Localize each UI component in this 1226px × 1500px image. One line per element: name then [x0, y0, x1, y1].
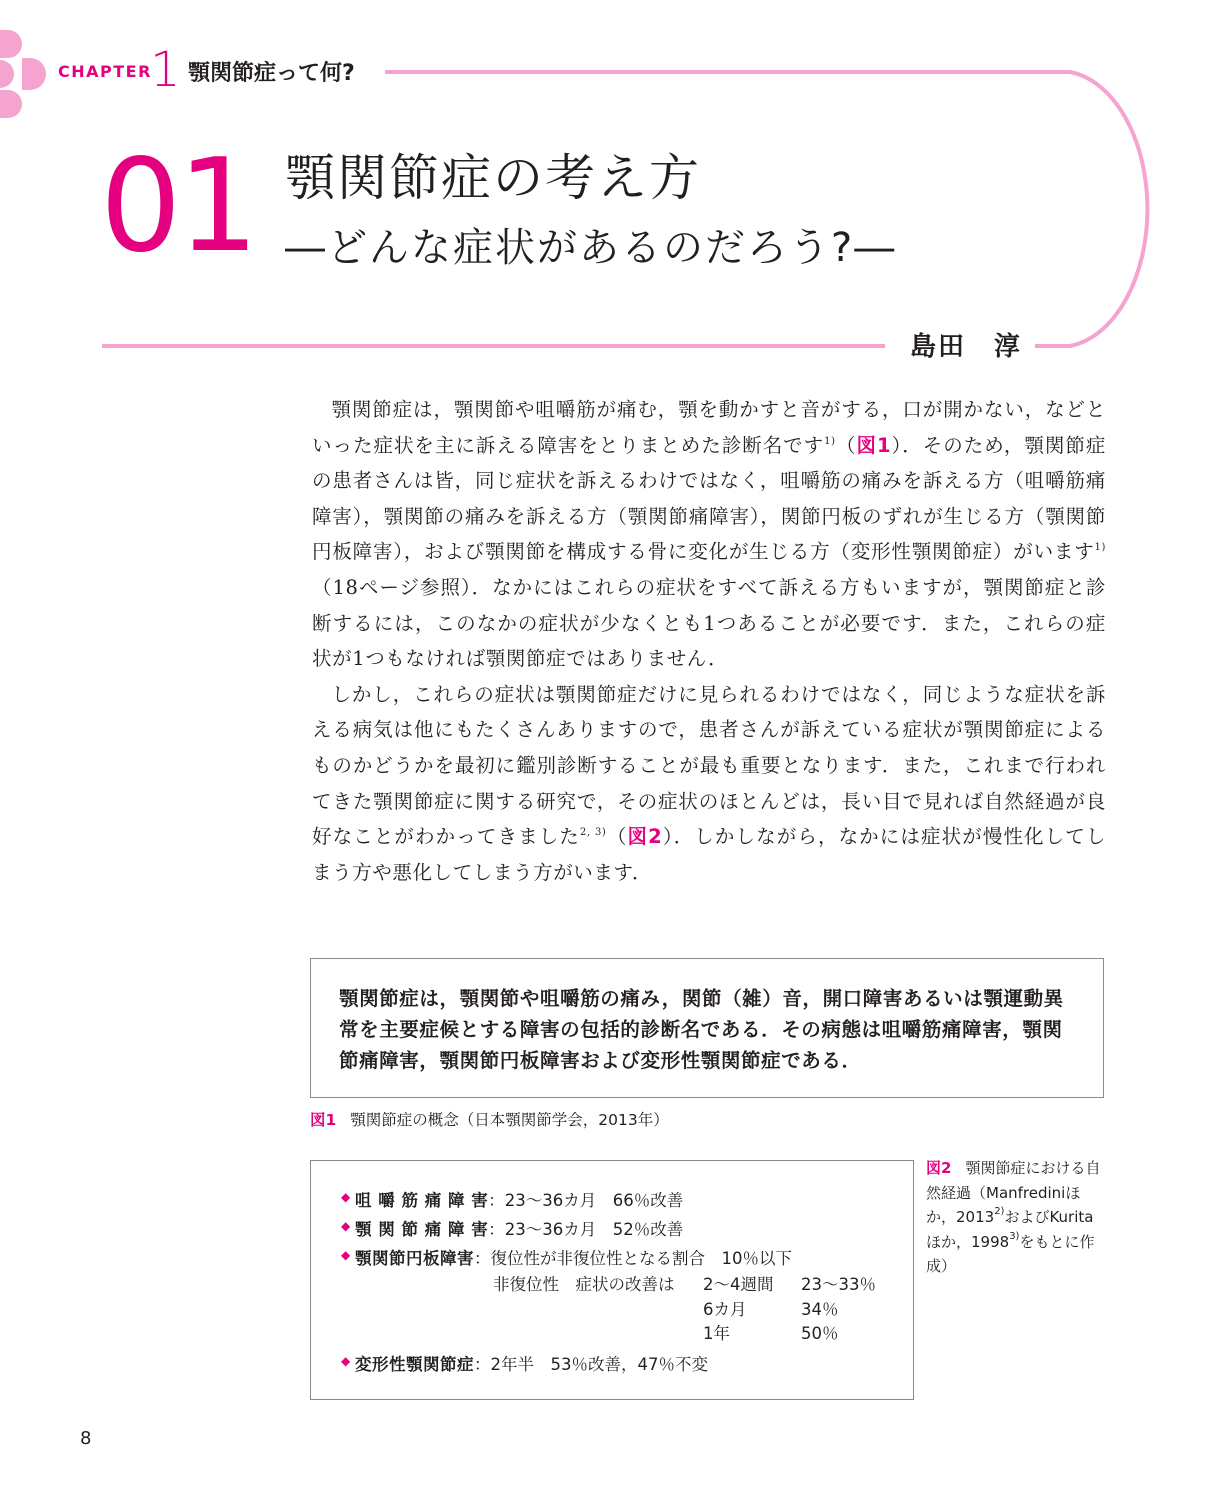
figure-2-period: 2～4週間	[703, 1275, 774, 1294]
figure-2-period: 1年	[703, 1324, 730, 1343]
figure-2-row: ◆ 咀 嚼 筋 痛 障 害：23～36カ月 66％改善	[341, 1190, 684, 1210]
section-number: 01	[100, 132, 255, 281]
chapter-number: 1	[150, 42, 181, 98]
chapter-label: CHAPTER	[58, 62, 152, 81]
bullet-icon: ◆	[341, 1354, 351, 1368]
section-subtitle: ―どんな症状があるのだろう?―	[285, 225, 897, 271]
figure-2-reference: 図2	[627, 825, 663, 849]
body-text	[312, 392, 1106, 890]
page-number: 8	[80, 1428, 92, 1449]
figure-2-percent: 34％	[801, 1300, 839, 1319]
section-title: 顎関節症の考え方	[285, 149, 701, 207]
figure-2-percent: 23～33％	[801, 1275, 876, 1294]
figure-1-label: 図1	[310, 1111, 337, 1129]
bullet-icon: ◆	[341, 1190, 351, 1204]
author-name: 島田 淳	[900, 326, 1032, 363]
figure-2-row: ◆ 顎関節円板障害：復位性が非復位性となる割合 10％以下	[341, 1248, 792, 1268]
figure-1-box	[310, 958, 1104, 1098]
paragraph-1: 顎関節症は，顎関節や咀嚼筋が痛む，顎を動かすと音がする，口が開かない，などといった症状を主に訴える障害をとりまとめた診断名です$^{1)}$（図1）．そのため，顎関節症の患者さんは皆，同じ症状を訴えるわけではなく，咀嚼筋の痛みを訴える方（咀嚼筋痛障害），顎関節の痛みを訴える方（顎関節痛障害），関節円板のずれが生じる方（顎関節円板障害），および顎関節を構成する骨に変化が生じる方（変形性顎関節症）がいます$^{1)}$（18ページ参照）．なかにはこれらの症状をすべて訴える方もいますが，顎関節症と診断するには，このなかの症状が少なくとも1つあることが必要です．また，これらの症状が1つもなければ顎関節症ではありません．	[312, 398, 1106, 671]
figure-2-label: 図2	[926, 1159, 952, 1177]
figure-2-period: 6カ月	[703, 1300, 747, 1319]
bullet-icon: ◆	[341, 1248, 351, 1262]
chapter-title: 顎関節症って何?	[188, 61, 355, 86]
figure-1-reference: 図1	[856, 433, 892, 457]
figure-2-row: ◆ 変形性顎関節症：2年半 53％改善，47％不変	[341, 1354, 708, 1374]
figure-2-percent: 50％	[801, 1324, 839, 1343]
figure-1-text: 顎関節症は，顎関節や咀嚼筋の痛み，関節（雑）音，開口障害あるいは顎運動異常を主要症候とする障害の包括的診断名である．その病態は咀嚼筋痛障害，顎関節痛障害，顎関節円板障害および変形性顎関節症である．	[339, 987, 1064, 1072]
bullet-icon: ◆	[341, 1219, 351, 1233]
figure-1-caption: 図1 顎関節症の概念（日本顎関節学会，2013年）	[310, 1111, 669, 1129]
paragraph-2: しかし，これらの症状は顎関節症だけに見られるわけではなく，同じような症状を訴える病気は他にもたくさんありますので，患者さんが訴えている症状が顎関節症によるものかどうかを最初に鑑別診断することが最も重要となります．また，これまで行われてきた顎関節症に関する研究で，その症状のほとんどは，長い目で見れば自然経過が良好なことがわかってきました$^{2, 3)}$（図2）．しかしながら，なかには症状が慢性化してしまう方や悪化してしまう方がいます．	[312, 682, 1106, 884]
figure-2-caption: 図2 顎関節症における自然経過（Manfrediniほか，2013$^{2)}$およびKuritaほか，1998$^{3)}$をもとに作成）	[926, 1159, 1101, 1275]
figure-2-box	[310, 1160, 914, 1400]
figure-2-subrow: 非復位性 症状の改善は	[493, 1275, 675, 1294]
figure-2-row: ◆ 顎 関 節 痛 障 害：23～36カ月 52％改善	[341, 1219, 684, 1239]
